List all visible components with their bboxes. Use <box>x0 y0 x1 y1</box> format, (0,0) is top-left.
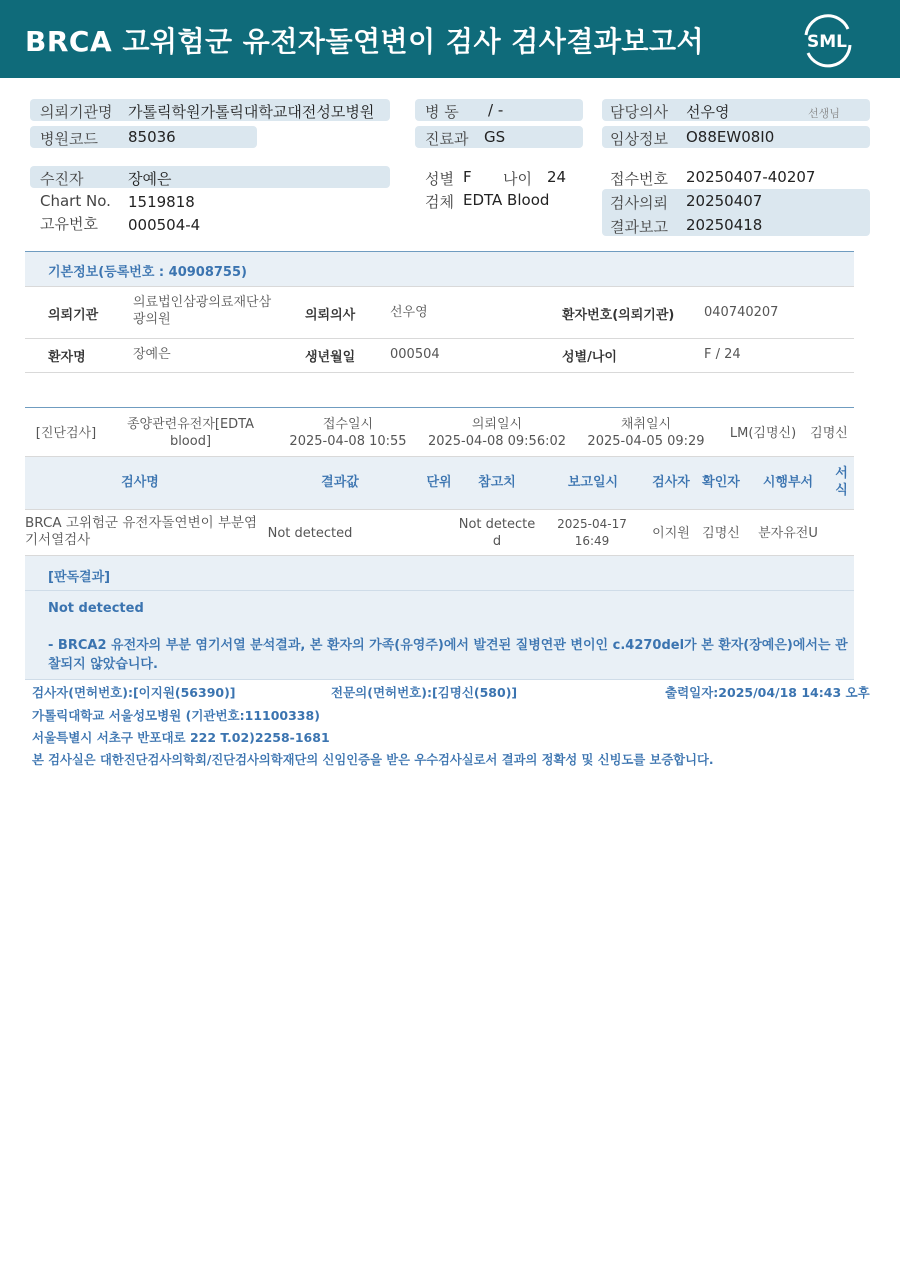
diag-category: [진단검사] <box>35 426 97 441</box>
diag-lm-name: 김명신 <box>810 426 848 441</box>
result-confirmer: 김명신 <box>702 526 740 541</box>
footer-address: 서울특별시 서초구 반포대로 222 T.02)2258-1681 <box>32 730 330 745</box>
hospital-code-value: 85036 <box>128 128 176 146</box>
result-report-time: 2025-04-17 16:49 <box>557 517 627 548</box>
result-value: Not detected <box>267 526 353 541</box>
specimen-value: EDTA Blood <box>463 191 550 209</box>
footer-hospital: 가톨릭대학교 서울성모병원 (기관번호:11100338) <box>32 708 320 723</box>
basic-info-title: 기본정보(등록번호 : 40908755) <box>48 265 247 280</box>
age-label: 나이 <box>503 170 532 188</box>
patient-number-label: 환자번호(의뢰기관) <box>562 308 675 323</box>
report-date-label: 결과보고 <box>610 218 668 236</box>
diag-top-rule <box>25 407 854 408</box>
request-date-label: 검사의뢰 <box>610 194 668 212</box>
requesting-doctor-value: 선우영 <box>390 305 428 320</box>
diag-collect-label: 채취일시 <box>620 417 672 432</box>
clinical-value: O88EW08I0 <box>686 128 775 146</box>
institution-value: 의료법인삼광의료재단삼광의원 <box>133 295 272 327</box>
footer-specialist: 전문의(면허번호):[김명신(580)] <box>331 685 518 700</box>
col-header-dept: 시행부서 <box>762 475 814 490</box>
request-date-value: 20250407 <box>686 192 763 210</box>
footer-tester: 검사자(면허번호):[이지원(56390)] <box>32 685 236 700</box>
requester-value: 가톨릭학원가톨릭대학교대전성모병원 <box>128 103 375 121</box>
dept-value: GS <box>484 128 506 146</box>
receipt-no-label: 접수번호 <box>610 170 668 188</box>
logo-text: SML <box>807 32 847 52</box>
patient-value: 장예은 <box>128 170 172 188</box>
result-row-rule <box>25 509 854 510</box>
sex-age-value: F / 24 <box>704 347 741 362</box>
sex-age-label: 성별/나이 <box>562 350 617 365</box>
footer-printed-date: 출력일자:2025/04/18 14:43 오후 <box>665 685 870 700</box>
col-header-result: 결과값 <box>321 475 359 490</box>
result-dept: 분자유전U <box>758 526 818 541</box>
institution-label: 의뢰기관 <box>48 308 99 323</box>
doctor-label: 담당의사 <box>610 103 668 121</box>
age-value: 24 <box>547 168 567 186</box>
col-header-tester: 검사자 <box>652 475 690 490</box>
result-reference: Not detected <box>458 517 536 549</box>
basic-row-rule <box>25 372 854 373</box>
patient-label: 수진자 <box>40 170 84 188</box>
diag-request-value: 2025-04-08 09:56:02 <box>427 434 567 449</box>
clinical-label: 임상정보 <box>610 130 668 148</box>
doctor-suffix: 선생님 <box>808 107 840 120</box>
patient-name-value: 장예은 <box>133 347 171 362</box>
diag-test-group: 종양관련유전자[EDTA blood] <box>126 417 255 449</box>
unique-no-label: 고유번호 <box>40 215 98 233</box>
diag-receipt-value: 2025-04-08 10:55 <box>289 434 407 449</box>
requesting-doctor-label: 의뢰의사 <box>305 308 356 323</box>
diag-collect-value: 2025-04-05 09:29 <box>587 434 705 449</box>
unique-no-value: 000504-4 <box>128 216 201 234</box>
chart-no-value: 1519818 <box>128 193 195 211</box>
specimen-label: 검체 <box>425 193 454 211</box>
report-title: BRCA 고위험군 유전자돌연변이 검사 검사결과보고서 <box>25 25 705 58</box>
chart-no-label: Chart No. <box>40 192 111 210</box>
interpretation-bottom-rule <box>25 679 854 680</box>
patient-pill <box>30 166 390 188</box>
hospital-code-label: 병원코드 <box>40 130 98 148</box>
interpretation-header <box>25 556 854 590</box>
doctor-value: 선우영 <box>686 103 730 121</box>
birth-date-value: 000504 <box>390 347 440 362</box>
receipt-no-value: 20250407-40207 <box>686 168 816 186</box>
patient-number-value: 040740207 <box>704 305 779 320</box>
sex-label: 성별 <box>425 170 454 188</box>
birth-date-label: 생년월일 <box>305 350 356 365</box>
patient-name-label: 환자명 <box>48 350 86 365</box>
basic-row-rule <box>25 286 854 287</box>
col-header-confirmer: 확인자 <box>702 475 740 490</box>
footer-certification: 본 검사실은 대한진단검사의학회/진단검사의학재단의 신임인증을 받은 우수검사실로서 결과의 정확성 및 신빙도를 보증합니다. <box>32 753 714 767</box>
dept-label: 진료과 <box>425 130 469 148</box>
result-test-name: BRCA 고위험군 유전자돌연변이 부분염기서열검사 <box>25 515 258 548</box>
col-header-form: 서식 <box>835 466 848 498</box>
diag-receipt-label: 접수일시 <box>322 417 374 432</box>
basic-row-rule <box>25 338 854 339</box>
ward-label: 병 동 <box>425 103 459 121</box>
report-header <box>0 0 900 78</box>
requester-label: 의뢰기관명 <box>40 103 113 121</box>
report-date-value: 20250418 <box>686 216 763 234</box>
diag-request-label: 의뢰일시 <box>471 417 523 432</box>
col-header-test-name: 검사명 <box>121 475 159 490</box>
col-header-reference: 참고치 <box>478 475 516 490</box>
sml-logo <box>798 11 856 69</box>
result-tester: 이지원 <box>652 526 690 541</box>
interpretation-result: Not detected <box>48 601 144 616</box>
interpretation-detail: - BRCA2 유전자의 부분 염기서열 분석결과, 본 환자의 가족(유영주)에서 발견된 질병연관 변이인 c.4270del가 본 환자(장예은)에서는 관찰되지 않았습니다. <box>48 638 848 672</box>
interpretation-title: [판독결과] <box>48 570 111 585</box>
ward-value: / - <box>488 101 504 119</box>
sex-value: F <box>463 168 472 186</box>
col-header-report-time: 보고일시 <box>567 475 619 490</box>
col-header-unit: 단위 <box>426 475 452 490</box>
diag-lm: LM(김명신) <box>729 426 797 441</box>
